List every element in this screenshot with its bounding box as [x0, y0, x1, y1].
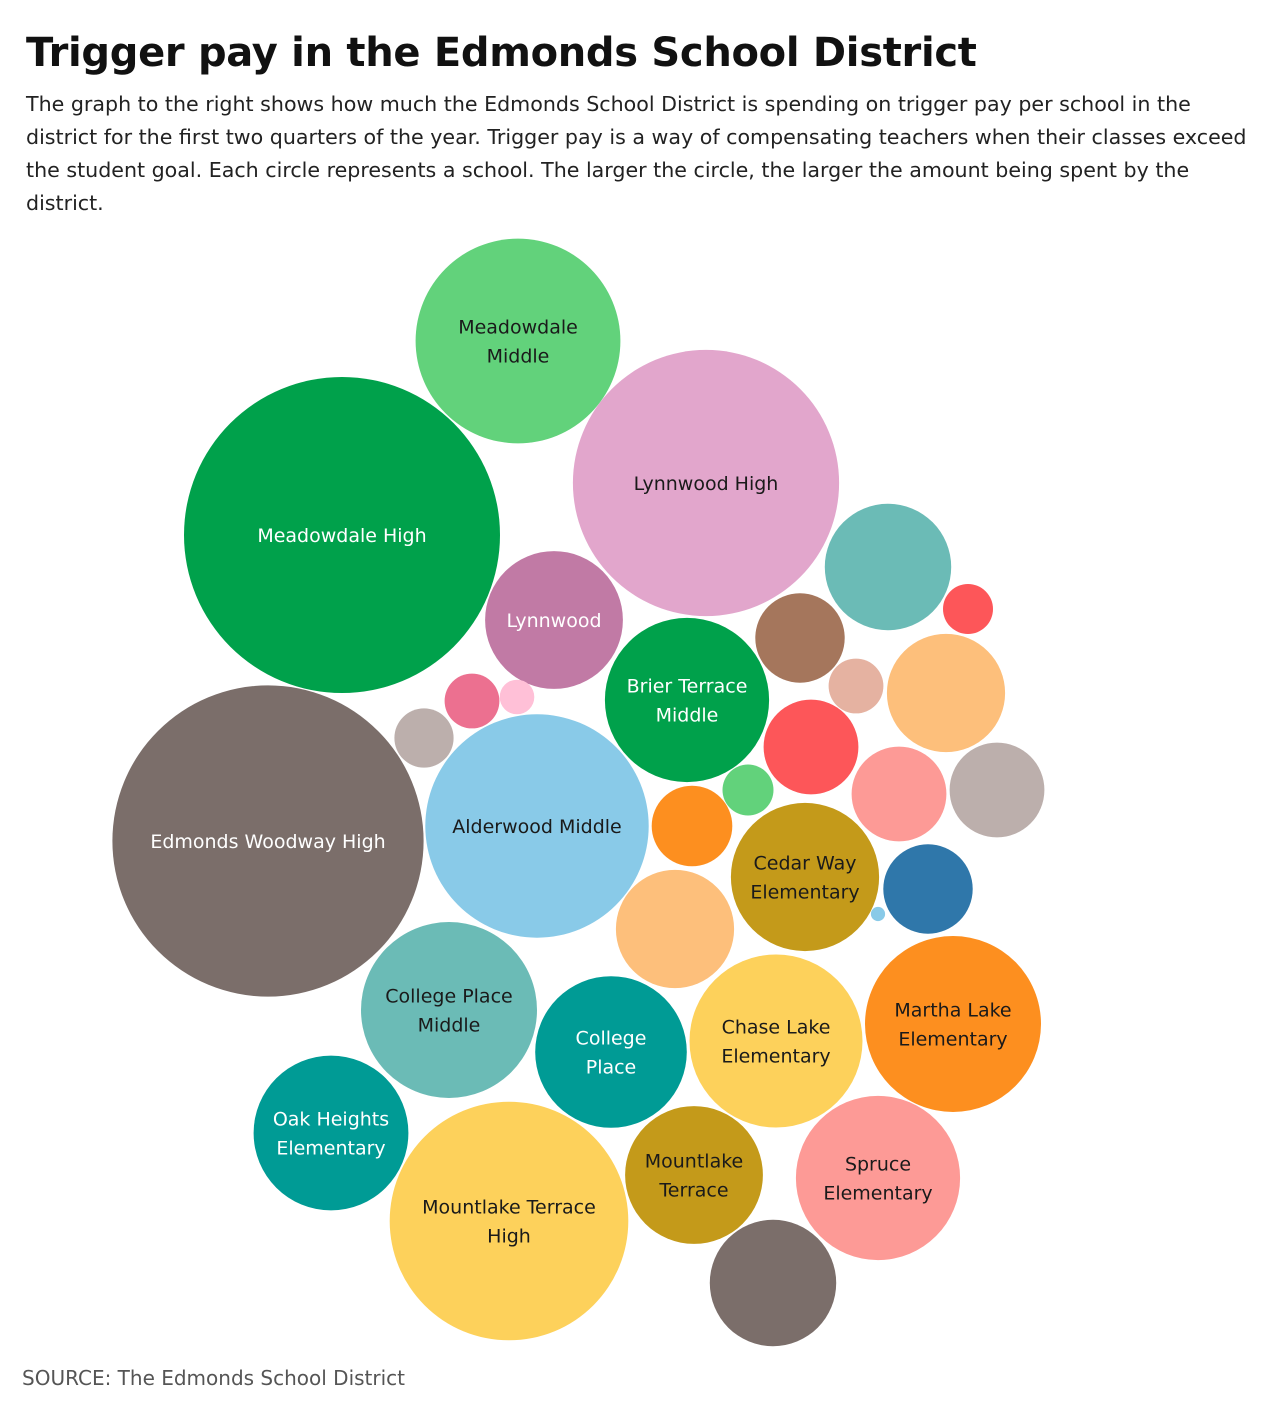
- bubble-label-line: Elementary: [898, 1028, 1008, 1051]
- bubble-unlabeled-school-3: [616, 870, 734, 988]
- bubble-circle-mountlake-terrace: [625, 1106, 763, 1244]
- source-note: SOURCE: The Edmonds School District: [22, 1366, 406, 1390]
- bubble-label-line: Meadowdale High: [257, 525, 427, 547]
- bubble-circle-unlabeled-school-9: [755, 593, 844, 682]
- bubble-unlabeled-school-16: [500, 680, 535, 715]
- bubble-label-line: Chase Lake: [721, 1016, 831, 1039]
- bubble-label-line: Middle: [486, 345, 550, 368]
- bubble-label-line: Lynnwood High: [633, 473, 779, 495]
- bubble-unlabeled-school-14: [723, 765, 774, 816]
- bubble-unlabeled-school-13: [829, 659, 884, 714]
- bubble-spruce-elementary: [796, 1096, 960, 1260]
- bubble-unlabeled-school-6: [950, 743, 1045, 838]
- bubble-unlabeled-school-15: [943, 584, 993, 634]
- bubble-unlabeled-school-7: [764, 700, 859, 795]
- bubble-lynnwood: [485, 551, 623, 689]
- bubble-circle-unlabeled-school-2: [825, 504, 951, 630]
- bubble-unlabeled-school-12: [445, 674, 500, 729]
- bubble-circle-meadowdale-middle: [416, 239, 621, 444]
- bubble-unlabeled-school-4: [887, 634, 1005, 752]
- bubble-label-line: Elementary: [721, 1045, 831, 1068]
- bubble-label-line: Elementary: [750, 881, 860, 904]
- bubble-circle-unlabeled-school-15: [943, 584, 993, 634]
- bubble-label-line: Cedar Way: [753, 852, 857, 875]
- page-title: Trigger pay in the Edmonds School District: [26, 30, 977, 76]
- bubble-unlabeled-school-2: [825, 504, 951, 630]
- bubble-lynnwood-high: [573, 350, 839, 616]
- bubble-unlabeled-school-17: [871, 907, 885, 921]
- bubble-circle-unlabeled-school-17: [871, 907, 885, 921]
- bubble-label-edmonds-woodway-high: [150, 831, 385, 853]
- bubble-circle-unlabeled-school-10: [652, 786, 733, 867]
- bubble-circle-college-place-middle: [361, 922, 537, 1098]
- bubble-label-line: Middle: [655, 704, 719, 727]
- bubble-chase-lake-elementary: [690, 955, 863, 1128]
- bubble-label-line: Elementary: [276, 1137, 386, 1160]
- bubble-label-line: Martha Lake: [894, 999, 1012, 1022]
- bubble-label-line: Middle: [417, 1014, 481, 1037]
- chart-description: The graph to the right shows how much the Edmonds School District is spending on trigger pay per school in the district for the first two quarters of the year. Trigger pay is a way of compensating teachers when their classes exceed the student goal. Each circle represents a school. The larger the circle, the larger the amount being spent by the district.: [26, 92, 1247, 215]
- bubble-unlabeled-school-5: [852, 747, 947, 842]
- bubble-cedar-way-elementary: [731, 803, 879, 951]
- bubble-circle-martha-lake-elementary: [865, 936, 1041, 1112]
- bubble-circle-cedar-way-elementary: [731, 803, 879, 951]
- bubble-circle-unlabeled-school-1: [710, 1220, 836, 1346]
- bubble-brier-terrace-middle: [605, 618, 769, 782]
- bubble-label-line: Meadowdale: [458, 316, 578, 339]
- bubble-circle-unlabeled-school-12: [445, 674, 500, 729]
- bubble-circle-unlabeled-school-13: [829, 659, 884, 714]
- bubble-label-line: Mountlake Terrace: [422, 1196, 596, 1219]
- bubble-label-line: Alderwood Middle: [452, 816, 622, 838]
- bubble-label-line: College Place: [385, 985, 513, 1008]
- bubble-circle-chase-lake-elementary: [690, 955, 863, 1128]
- bubble-label-line: Elementary: [823, 1182, 933, 1205]
- bubble-label-line: Spruce: [844, 1153, 912, 1176]
- bubble-label-line: Mountlake: [644, 1150, 744, 1173]
- bubble-unlabeled-school-8: [883, 844, 972, 933]
- bubble-label-meadowdale-high: [257, 525, 426, 547]
- bubble-label-line: Oak Heights: [272, 1108, 390, 1131]
- bubble-college-place: [535, 976, 687, 1128]
- bubble-label-lynnwood-high: [634, 473, 779, 495]
- bubble-circle-unlabeled-school-3: [616, 870, 734, 988]
- bubble-circle-unlabeled-school-14: [723, 765, 774, 816]
- bubble-unlabeled-school-1: [710, 1220, 836, 1346]
- bubble-label-line: Lynnwood: [506, 610, 602, 632]
- bubble-unlabeled-school-9: [755, 593, 844, 682]
- bubble-mountlake-terrace-high: [390, 1102, 629, 1341]
- bubble-circle-oak-heights-elementary: [254, 1056, 409, 1211]
- bubble-oak-heights-elementary: [254, 1056, 409, 1211]
- bubble-circle-unlabeled-school-6: [950, 743, 1045, 838]
- bubble-label-alderwood-middle: [452, 816, 622, 838]
- bubble-circle-unlabeled-school-5: [852, 747, 947, 842]
- bubble-circle-college-place: [535, 976, 687, 1128]
- bubble-label-line: Brier Terrace: [626, 675, 748, 698]
- bubble-martha-lake-elementary: [865, 936, 1041, 1112]
- bubble-mountlake-terrace: [625, 1106, 763, 1244]
- bubble-circle-unlabeled-school-8: [883, 844, 972, 933]
- bubble-label-lynnwood: [506, 610, 601, 632]
- bubble-circle-spruce-elementary: [796, 1096, 960, 1260]
- bubble-alderwood-middle: [425, 714, 648, 937]
- bubble-meadowdale-middle: [416, 239, 621, 444]
- bubble-label-line: Place: [585, 1056, 637, 1079]
- bubble-circle-unlabeled-school-16: [500, 680, 535, 715]
- bubble-circle-brier-terrace-middle: [605, 618, 769, 782]
- bubble-label-line: Edmonds Woodway High: [150, 831, 386, 853]
- bubble-circle-unlabeled-school-4: [887, 634, 1005, 752]
- bubble-edmonds-woodway-high: [112, 685, 423, 996]
- bubble-college-place-middle: [361, 922, 537, 1098]
- bubble-label-line: Terrace: [659, 1179, 729, 1202]
- bubble-label-line: High: [487, 1225, 531, 1248]
- bubble-circle-unlabeled-school-11: [394, 708, 453, 767]
- bubble-circle-mountlake-terrace-high: [390, 1102, 629, 1341]
- bubble-circle-unlabeled-school-7: [764, 700, 859, 795]
- bubble-unlabeled-school-10: [652, 786, 733, 867]
- bubble-unlabeled-school-11: [394, 708, 453, 767]
- bubble-label-line: College: [575, 1027, 647, 1050]
- bubble-meadowdale-high: [184, 377, 500, 693]
